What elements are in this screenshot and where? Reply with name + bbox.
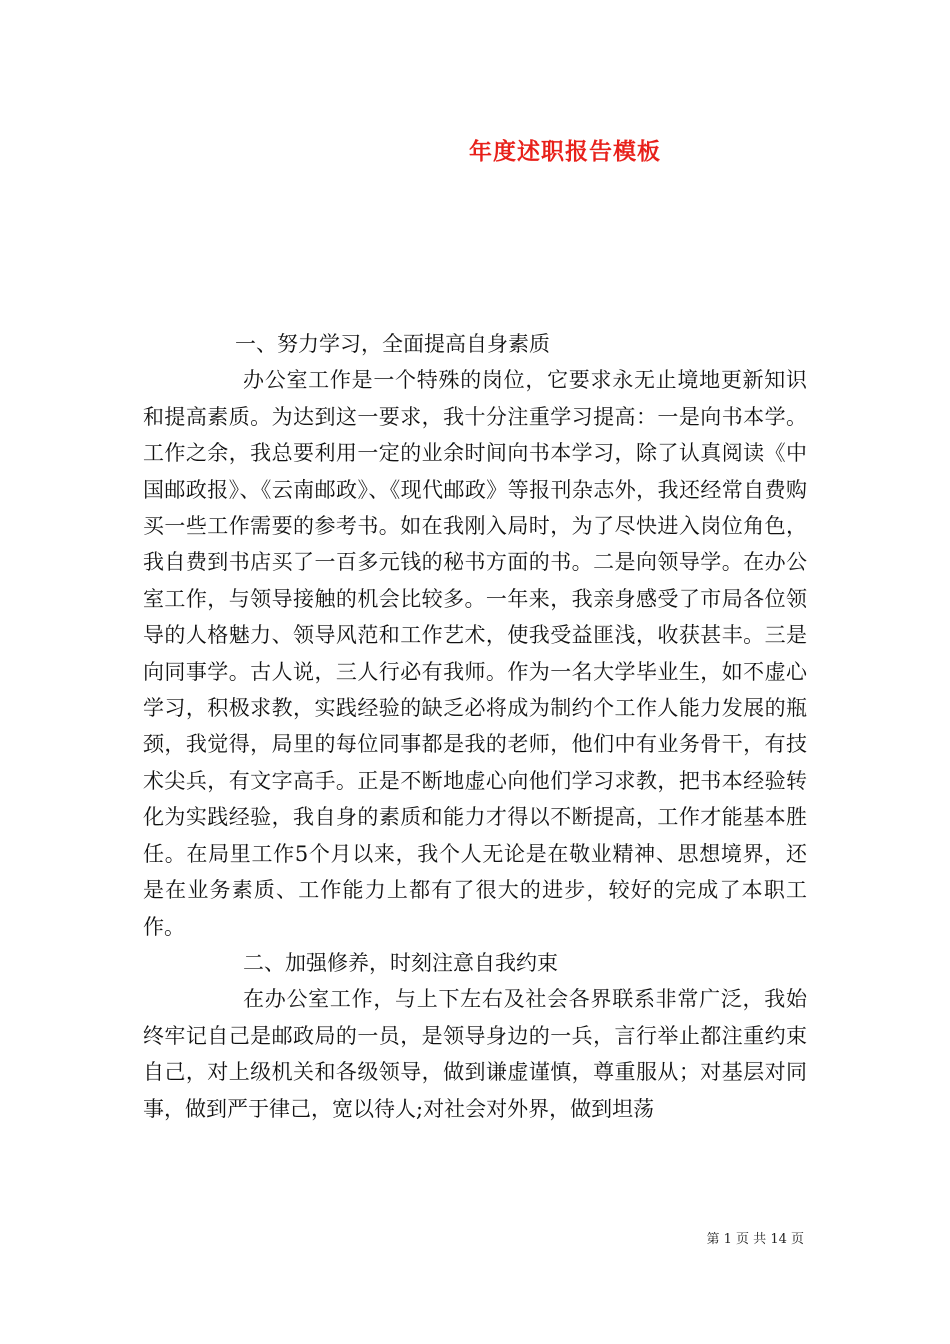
section-paragraph-2: 在办公室工作，与上下左右及社会各界联系非常广泛，我始终牢记自己是邮政局的一员，是领导身边的一兵，言行举止都注重约束自己，对上级机关和各级领导，做到谦虚谨慎，尊重服从；对基层对同事，做到严于律己，宽以待人;对社会对外界，做到坦荡 (143, 987, 807, 1121)
section-paragraph-1: 办公室工作是一个特殊的岗位，它要求永无止境地更新知识和提高素质。为达到这一要求，我十分注重学习提高：一是向书本学。工作之余，我总要利用一定的业余时间向书本学习，除了认真阅读《中国邮政报》、《云南邮政》、《现代邮政》等报刊杂志外，我还经常自费购买一些工作需要的参考书。如在我刚入局时，为了尽快进入岗位角色，我自费到书店买了一百多元钱的秘书方面的书。二是向领导学。在办公室工作，与领导接触的机会比较多。一年来，我亲身感受了市局各位领导的人格魅力、领导风范和工作艺术，使我受益匪浅，收获甚丰。三是向同事学。古人说，三人行必有我师。作为一名大学毕业生，如不虚心学习，积极求教，实践经验的缺乏必将成为制约个工作人能力发展的瓶颈，我觉得，局里的每位同事都是我的老师，他们中有业务骨干，有技术尖兵，有文字高手。正是不断地虚心向他们学习求教，把书本经验转化为实践经验，我自身的素质和能力才得以不断提高，工作才能基本胜任。在局里工作5个月以来，我个人无论是在敬业精神、思想境界，还是在业务素质、工作能力上都有了很大的进步，较好的完成了本职工作。 (143, 368, 807, 939)
document-title: 年度述职报告模板 (469, 139, 661, 165)
page-number: 第 1 页 共 14 页 (706, 1232, 804, 1247)
document-body (143, 326, 807, 1127)
section-heading-1: 一、努力学习，全面提高自身素质 (235, 332, 550, 356)
section-heading-2: 二、加强修养，时刻注意自我约束 (243, 950, 558, 975)
